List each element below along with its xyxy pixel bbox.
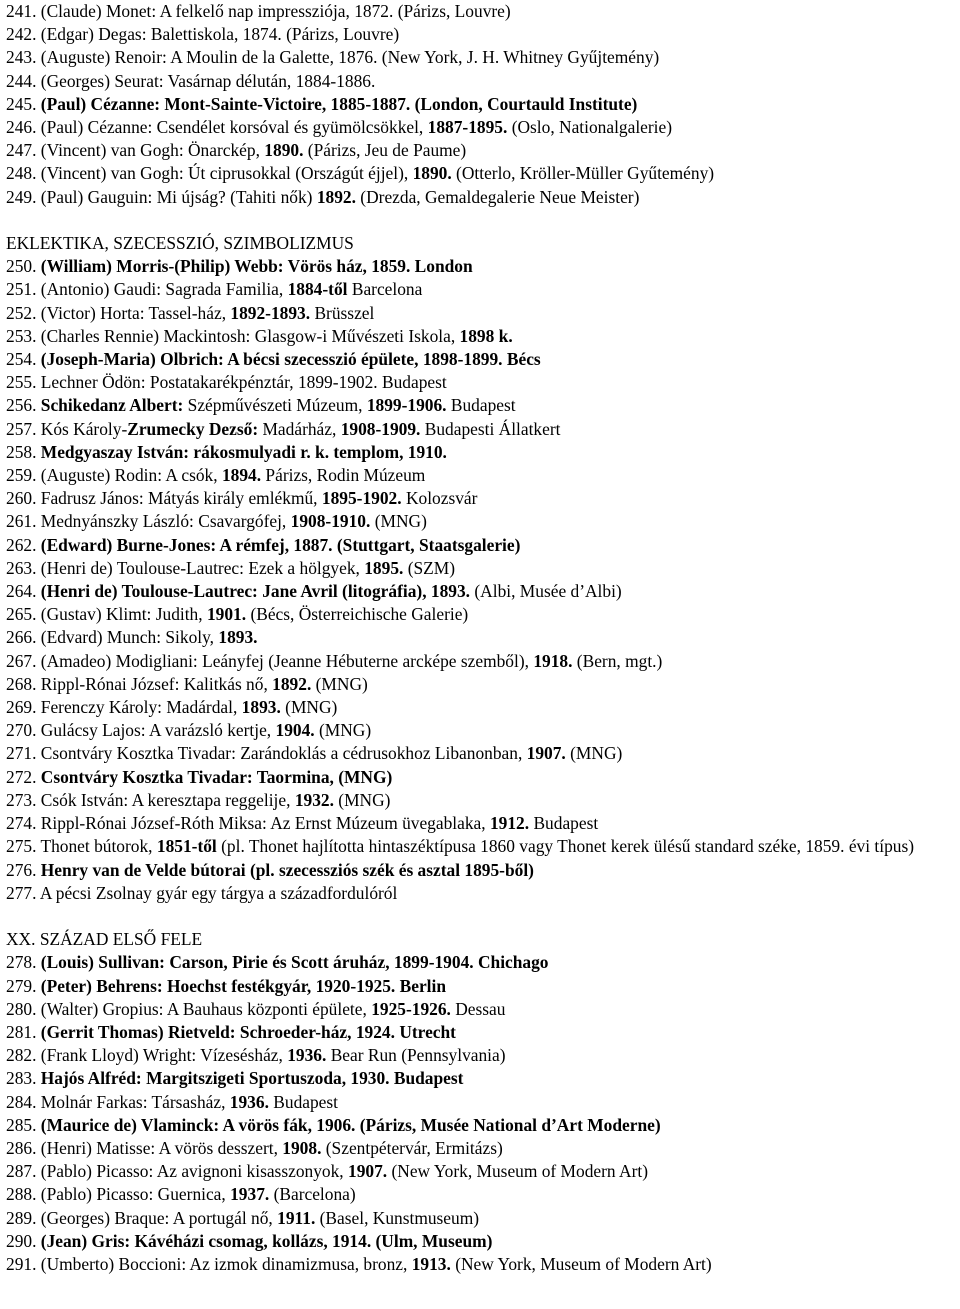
list-item: [6, 580, 960, 603]
item-text: 253. (Charles Rennie) Mackintosh: Glasgow-i Művészeti Iskola,: [6, 325, 460, 346]
item-text: 291. (Umberto) Boccioni: Az izmok dinamizmusa, bronz,: [6, 1253, 412, 1274]
bold-text: 1893.: [218, 627, 258, 648]
item-text: 263. (Henri de) Toulouse-Lautrec: Ezek a hölgyek,: [6, 557, 365, 578]
bold-text: (Paul) Cézanne: Mont-Sainte-Victoire, 1885-1887. (London, Courtauld Institute): [40, 93, 638, 114]
bold-text: 1894.: [221, 465, 262, 486]
item-text: (Albi, Musée d’Albi): [470, 581, 622, 602]
item-text: Párizs, Rodin Múzeum: [261, 465, 426, 486]
bold-text: 1890.: [264, 140, 304, 161]
list-item: [6, 534, 960, 557]
list-item: [6, 650, 960, 673]
bold-text: 1907.: [348, 1161, 388, 1182]
section-heading: EKLEKTIKA, SZECESSZIÓ, SZIMBOLIZMUS: [6, 233, 354, 254]
item-text: 254.: [6, 349, 41, 370]
list-item: [6, 93, 960, 116]
item-text: 261. Mednyánszky László: Csavargófej,: [6, 511, 291, 532]
item-text: Barcelona: [347, 279, 423, 300]
list-item: [6, 325, 960, 348]
list-item: [6, 766, 960, 789]
bold-text: (William) Morris-(Philip) Webb: Vörös ház, 1859. London: [40, 256, 473, 277]
item-text: 275. Thonet bútorok,: [6, 836, 157, 857]
item-text: 288. (Pablo) Picasso: Guernica,: [6, 1184, 231, 1205]
item-text: Madárház,: [258, 418, 341, 439]
list-item: [6, 673, 960, 696]
item-text: (Otterlo, Kröller-Müller Gyűtemény): [451, 163, 715, 184]
item-text: 243. (Auguste) Renoir: A Moulin de la Galette, 1876. (New York, J. H. Whitney Gyűjtemény): [6, 47, 660, 68]
item-text: Budapest: [529, 813, 599, 834]
item-text: 255. Lechner Ödön: Postatakarékpénztár, 1899-1902. Budapest: [6, 372, 447, 393]
item-text: (Párizs, Jeu de Paume): [303, 140, 467, 161]
item-text: (Drezda, Gemaldegalerie Neue Meister): [355, 186, 640, 207]
item-text: 276.: [6, 859, 41, 880]
bold-text: 1936.: [287, 1045, 327, 1066]
item-text: 258.: [6, 441, 41, 462]
list-item: [6, 1114, 960, 1137]
bold-text: Schikedanz Albert:: [40, 395, 184, 416]
bold-text: 1851-től: [156, 836, 217, 857]
bold-text: Zrumecky Dezső:: [127, 418, 259, 439]
bold-text: 1892-1893.: [230, 302, 311, 323]
item-text: 251. (Antonio) Gaudi: Sagrada Familia,: [6, 279, 288, 300]
bold-text: (Maurice de) Vlaminck: A vörös fák, 1906. (Párizs, Musée National d’Art Moderne): [40, 1114, 661, 1135]
items-container: [6, 951, 960, 1276]
bold-text: 1898 k.: [459, 325, 513, 346]
item-text: 284. Molnár Farkas: Társasház,: [6, 1091, 230, 1112]
list-item: [6, 139, 960, 162]
list-item: [6, 418, 960, 441]
bold-text: (Jean) Gris: Kávéházi csomag, kollázs, 1914. (Ulm, Museum): [40, 1230, 493, 1251]
item-text: 244. (Georges) Seurat: Vasárnap délután, 1884-1886.: [6, 70, 376, 91]
list-item: [6, 603, 960, 626]
list-item: [6, 719, 960, 742]
item-text: 271. Csontváry Kosztka Tivadar: Zarándoklás a cédrusokhoz Libanonban,: [6, 743, 527, 764]
list-item: [6, 557, 960, 580]
item-text: 281.: [6, 1021, 41, 1042]
list-item: [6, 1183, 960, 1206]
bold-text: 1936.: [229, 1091, 269, 1112]
item-text: 266. (Edvard) Munch: Sikoly,: [6, 627, 219, 648]
list-item: [6, 975, 960, 998]
item-text: 278.: [6, 952, 41, 973]
bold-text: Medgyaszay István: rákosmulyadi r. k. templom, 1910.: [40, 441, 447, 462]
bold-text: 1884-től: [287, 279, 348, 300]
item-text: 272.: [6, 766, 41, 787]
items-container: [6, 0, 960, 209]
section-20th-century: [6, 928, 960, 1276]
list-item: [6, 162, 960, 185]
item-text: 290.: [6, 1230, 41, 1251]
bold-text: 1918.: [533, 650, 573, 671]
item-text: (pl. Thonet hajlította hintaszéktípusa 1860 vagy Thonet kerek ülésű standard széke, 1859. évi típus): [216, 836, 915, 857]
list-item: [6, 951, 960, 974]
bold-text: (Gerrit Thomas) Rietveld: Schroeder-ház, 1924. Utrecht: [40, 1021, 456, 1042]
bold-text: 1892.: [316, 186, 356, 207]
item-text: 259. (Auguste) Rodin: A csók,: [6, 465, 222, 486]
item-text: (MNG): [565, 743, 623, 764]
list-item: [6, 1044, 960, 1067]
item-text: 282. (Frank Lloyd) Wright: Vízesésház,: [6, 1045, 288, 1066]
list-item: [6, 1160, 960, 1183]
item-text: 267. (Amadeo) Modigliani: Leányfej (Jeanne Hébuterne arcképe szemből),: [6, 650, 534, 671]
section-eklektika: [6, 232, 960, 905]
document-page: [6, 0, 960, 1276]
list-item: [6, 1207, 960, 1230]
list-item: [6, 742, 960, 765]
item-text: (Basel, Kunstmuseum): [315, 1207, 480, 1228]
list-item: [6, 487, 960, 510]
item-text: 257. Kós Károly-: [6, 418, 128, 439]
item-text: 248. (Vincent) van Gogh: Út ciprusokkal (Országút éjjel),: [6, 163, 413, 184]
item-text: Budapest: [268, 1091, 338, 1112]
items-container: [6, 255, 960, 905]
item-text: (MNG): [311, 673, 368, 694]
item-text: (MNG): [314, 720, 372, 741]
bold-text: 1887-1895.: [427, 117, 508, 138]
list-item: [6, 23, 960, 46]
item-text: 273. Csók István: A keresztapa reggelije,: [6, 789, 295, 810]
item-text: (MNG): [280, 697, 338, 718]
list-item: [6, 835, 960, 858]
list-item: [6, 859, 960, 882]
section-impressionism-list: [6, 0, 960, 209]
list-item: [6, 1230, 960, 1253]
item-text: 242. (Edgar) Degas: Balettiskola, 1874. (Párizs, Louvre): [6, 24, 400, 45]
list-item: [6, 441, 960, 464]
item-text: Bear Run (Pennsylvania): [326, 1045, 506, 1066]
list-item: [6, 255, 960, 278]
bold-text: (Joseph-Maria) Olbrich: A bécsi szecesszió épülete, 1898-1899. Bécs: [40, 349, 541, 370]
item-text: 256.: [6, 395, 41, 416]
item-text: 247. (Vincent) van Gogh: Önarckép,: [6, 140, 265, 161]
bold-text: 1892.: [272, 673, 312, 694]
list-item: [6, 116, 960, 139]
bold-text: Hajós Alfréd: Margitszigeti Sportuszoda, 1930. Budapest: [40, 1068, 464, 1089]
bold-text: 1893.: [241, 697, 281, 718]
list-item: [6, 626, 960, 649]
item-text: 277. A pécsi Zsolnay gyár egy tárgya a századfordulóról: [6, 882, 398, 903]
list-item: [6, 998, 960, 1021]
bold-text: 1925-1926.: [371, 998, 451, 1019]
section-heading: XX. SZÁZAD ELSŐ FELE: [6, 929, 203, 950]
item-text: (New York, Museum of Modern Art): [450, 1253, 712, 1274]
item-text: 286. (Henri) Matisse: A vörös desszert,: [6, 1137, 283, 1158]
list-item: [6, 696, 960, 719]
list-item: [6, 348, 960, 371]
item-text: Budapesti Állatkert: [420, 418, 561, 439]
item-text: 241. (Claude) Monet: A felkelő nap impressziója, 1872. (Párizs, Louvre): [6, 1, 511, 21]
bold-text: (Louis) Sullivan: Carson, Pirie és Scott áruház, 1899-1904. Chichago: [40, 952, 549, 973]
bold-text: (Peter) Behrens: Hoechst festékgyár, 1920-1925. Berlin: [40, 975, 446, 996]
bold-text: 1932.: [294, 789, 334, 810]
item-text: 287. (Pablo) Picasso: Az avignoni kisasszonyok,: [6, 1161, 348, 1182]
bold-text: 1904.: [275, 720, 315, 741]
bold-text: 1911.: [277, 1207, 316, 1228]
bold-text: 1899-1906.: [366, 395, 447, 416]
item-text: (New York, Museum of Modern Art): [387, 1161, 648, 1182]
item-text: (Barcelona): [269, 1184, 356, 1205]
bold-text: 1912.: [489, 813, 530, 834]
item-text: 246. (Paul) Cézanne: Csendélet korsóval és gyümölcsökkel,: [6, 117, 428, 138]
item-text: 262.: [6, 534, 41, 555]
bold-text: 1908.: [282, 1137, 322, 1158]
item-text: 264.: [6, 581, 41, 602]
bold-text: (Henri de) Toulouse-Lautrec: Jane Avril (litográfia), 1893.: [40, 581, 471, 602]
item-text: 260. Fadrusz János: Mátyás király emlékmű,: [6, 488, 322, 509]
bold-text: 1908-1909.: [340, 418, 421, 439]
item-text: 249. (Paul) Gauguin: Mi újság? (Tahiti nők): [6, 186, 317, 207]
item-text: Brüsszel: [310, 302, 375, 323]
item-text: Budapest: [446, 395, 516, 416]
item-text: (Oslo, Nationalgalerie): [507, 117, 673, 138]
item-text: (MNG): [370, 511, 427, 532]
list-item: [6, 1021, 960, 1044]
list-item: [6, 1253, 960, 1276]
list-item: [6, 1091, 960, 1114]
list-item: [6, 186, 960, 209]
list-item: [6, 278, 960, 301]
item-text: (Bern, mgt.): [572, 650, 663, 671]
item-text: (MNG): [333, 789, 391, 810]
bold-text: 1895-1902.: [321, 488, 402, 509]
item-text: 268. Rippl-Rónai József: Kalitkás nő,: [6, 673, 273, 694]
item-text: 285.: [6, 1114, 41, 1135]
bold-text: 1890.: [412, 163, 452, 184]
list-item: [6, 302, 960, 325]
list-item: [6, 812, 960, 835]
bold-text: 1937.: [230, 1184, 270, 1205]
item-text: Kolozsvár: [401, 488, 478, 509]
list-item: [6, 70, 960, 93]
list-item: [6, 510, 960, 533]
bold-text: Csontváry Kosztka Tivadar: Taormina, (MNG): [40, 766, 393, 787]
list-item: [6, 46, 960, 69]
item-text: 250.: [6, 256, 41, 277]
list-item: [6, 1137, 960, 1160]
list-item: [6, 882, 960, 905]
bold-text: (Edward) Burne-Jones: A rémfej, 1887. (Stuttgart, Staatsgalerie): [40, 534, 521, 555]
item-text: (SZM): [403, 557, 456, 578]
list-item: [6, 464, 960, 487]
list-item: [6, 394, 960, 417]
bold-text: 1913.: [411, 1253, 451, 1274]
item-text: 265. (Gustav) Klimt: Judith,: [6, 604, 207, 625]
list-item: [6, 789, 960, 812]
item-text: 245.: [6, 93, 41, 114]
item-text: 279.: [6, 975, 41, 996]
item-text: (Szentpétervár, Ermitázs): [321, 1137, 503, 1158]
item-text: 270. Gulácsy Lajos: A varázsló kertje,: [6, 720, 276, 741]
list-item: [6, 371, 960, 394]
item-text: 283.: [6, 1068, 41, 1089]
list-item: [6, 0, 960, 23]
item-text: (Bécs, Österreichische Galerie): [246, 604, 469, 625]
item-text: 289. (Georges) Braque: A portugál nő,: [6, 1207, 278, 1228]
bold-text: 1901.: [206, 604, 247, 625]
bold-text: 1895.: [364, 557, 404, 578]
item-text: Dessau: [450, 998, 506, 1019]
item-text: 274. Rippl-Rónai József-Róth Miksa: Az Ernst Múzeum üvegablaka,: [6, 813, 490, 834]
item-text: 269. Ferenczy Károly: Madárdal,: [6, 697, 242, 718]
list-item: [6, 1067, 960, 1090]
item-text: 252. (Victor) Horta: Tassel-ház,: [6, 302, 231, 323]
item-text: 280. (Walter) Gropius: A Bauhaus központi épülete,: [6, 998, 372, 1019]
bold-text: Henry van de Velde bútorai (pl. szecessziós szék és asztal 1895-ből): [40, 859, 534, 880]
bold-text: 1907.: [526, 743, 566, 764]
bold-text: 1908-1910.: [290, 511, 371, 532]
item-text: Szépművészeti Múzeum,: [183, 395, 367, 416]
